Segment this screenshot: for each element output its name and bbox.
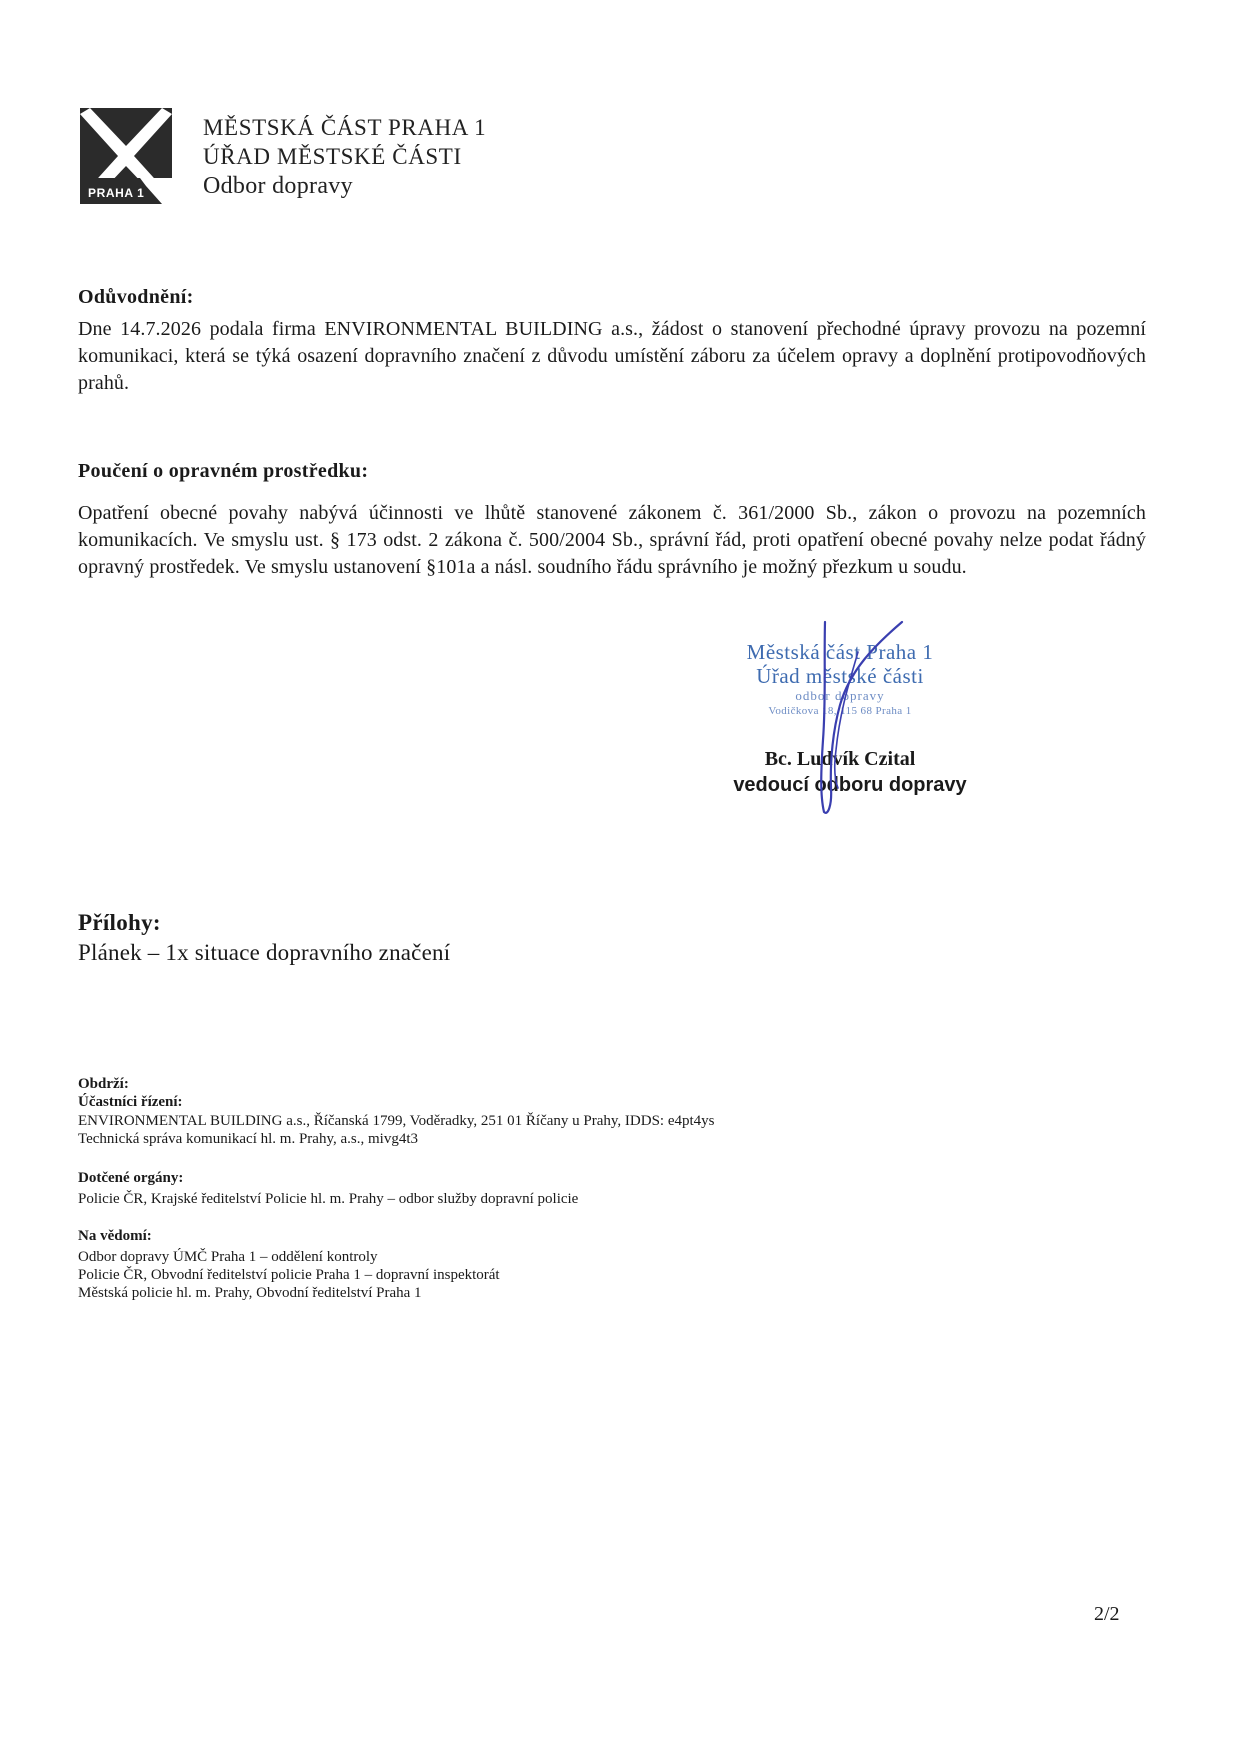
pouceni-text: Opatření obecné povahy nabývá účinnosti ve lhůtě stanovené zákonem č. 361/2000 Sb., zákon o provozu na pozemních komunikacích. Ve smyslu ust. § 173 odst. 2 zákona č. 500/2004 Sb., správní řád, proti opatření obecné povahy nelze podat řádný opravný prostředek. Ve smyslu ustanovení §101a a násl. soudního řádu správního je možný přezkum u soudu. [78,502,1146,578]
list-item: Městská policie hl. m. Prahy, Obvodní ředitelství Praha 1 [78,1285,422,1301]
list-item: ENVIRONMENTAL BUILDING a.s., Říčanská 1799, Voděradky, 251 01 Říčany u Prahy, IDDS: e4pt4ys [78,1113,715,1129]
obdrzi-heading: Obdrží: [78,1076,129,1092]
list-item: Policie ČR, Obvodní ředitelství policie Praha 1 – dopravní inspektorát [78,1267,500,1283]
signature-icon [690,600,990,820]
praha1-logo [80,108,172,204]
stamp-line-3: odbor dopravy [795,688,885,703]
office-line-1: MĚSTSKÁ ČÁST PRAHA 1 [203,115,487,140]
list-item: Policie ČR, Krajské ředitelství Policie hl. m. Prahy – odbor služby dopravní policie [78,1191,579,1207]
signer-role: vedoucí odboru dopravy [733,774,967,796]
handwritten-signature [690,600,990,820]
stamp-line-4: Vodičkova 18, 115 68 Praha 1 [768,705,912,717]
ucastnici-heading: Účastníci řízení: [78,1094,183,1110]
page-number: 2/2 [1094,1603,1120,1625]
logo-text: PRAHA 1 [88,186,145,200]
oduvodneni-text: Dne 14.7.2026 podala firma ENVIRONMENTAL BUILDING a.s., žádost o stanovení přechodné úpravy provozu na pozemní komunikaci, která se týká osazení dopravního značení z důvodu umístění záboru za účelem opravy a doplnění protipovodňových prahů. [78,318,1146,394]
signer-name: Bc. Ludvík Czital [764,748,916,770]
prilohy-heading: Přílohy: [78,910,161,935]
list-item: Odbor dopravy ÚMČ Praha 1 – oddělení kontroly [78,1249,378,1265]
office-line-2: ÚŘAD MĚSTSKÉ ČÁSTI [203,144,462,169]
praha1-logo-icon [80,108,172,204]
oduvodneni-heading: Odůvodnění: [78,286,194,308]
prilohy-item: Plánek – 1x situace dopravního značení [78,940,451,965]
office-line-3: Odbor dopravy [203,173,353,199]
dotcene-heading: Dotčené orgány: [78,1170,184,1186]
stamp-line-1: Městská část Praha 1 [746,640,934,664]
navedomi-heading: Na vědomí: [78,1228,152,1244]
pouceni-heading: Poučení o opravném prostředku: [78,460,369,482]
list-item: Technická správa komunikací hl. m. Prahy, a.s., mivg4t3 [78,1131,418,1147]
stamp-line-2: Úřad městské části [756,664,924,688]
